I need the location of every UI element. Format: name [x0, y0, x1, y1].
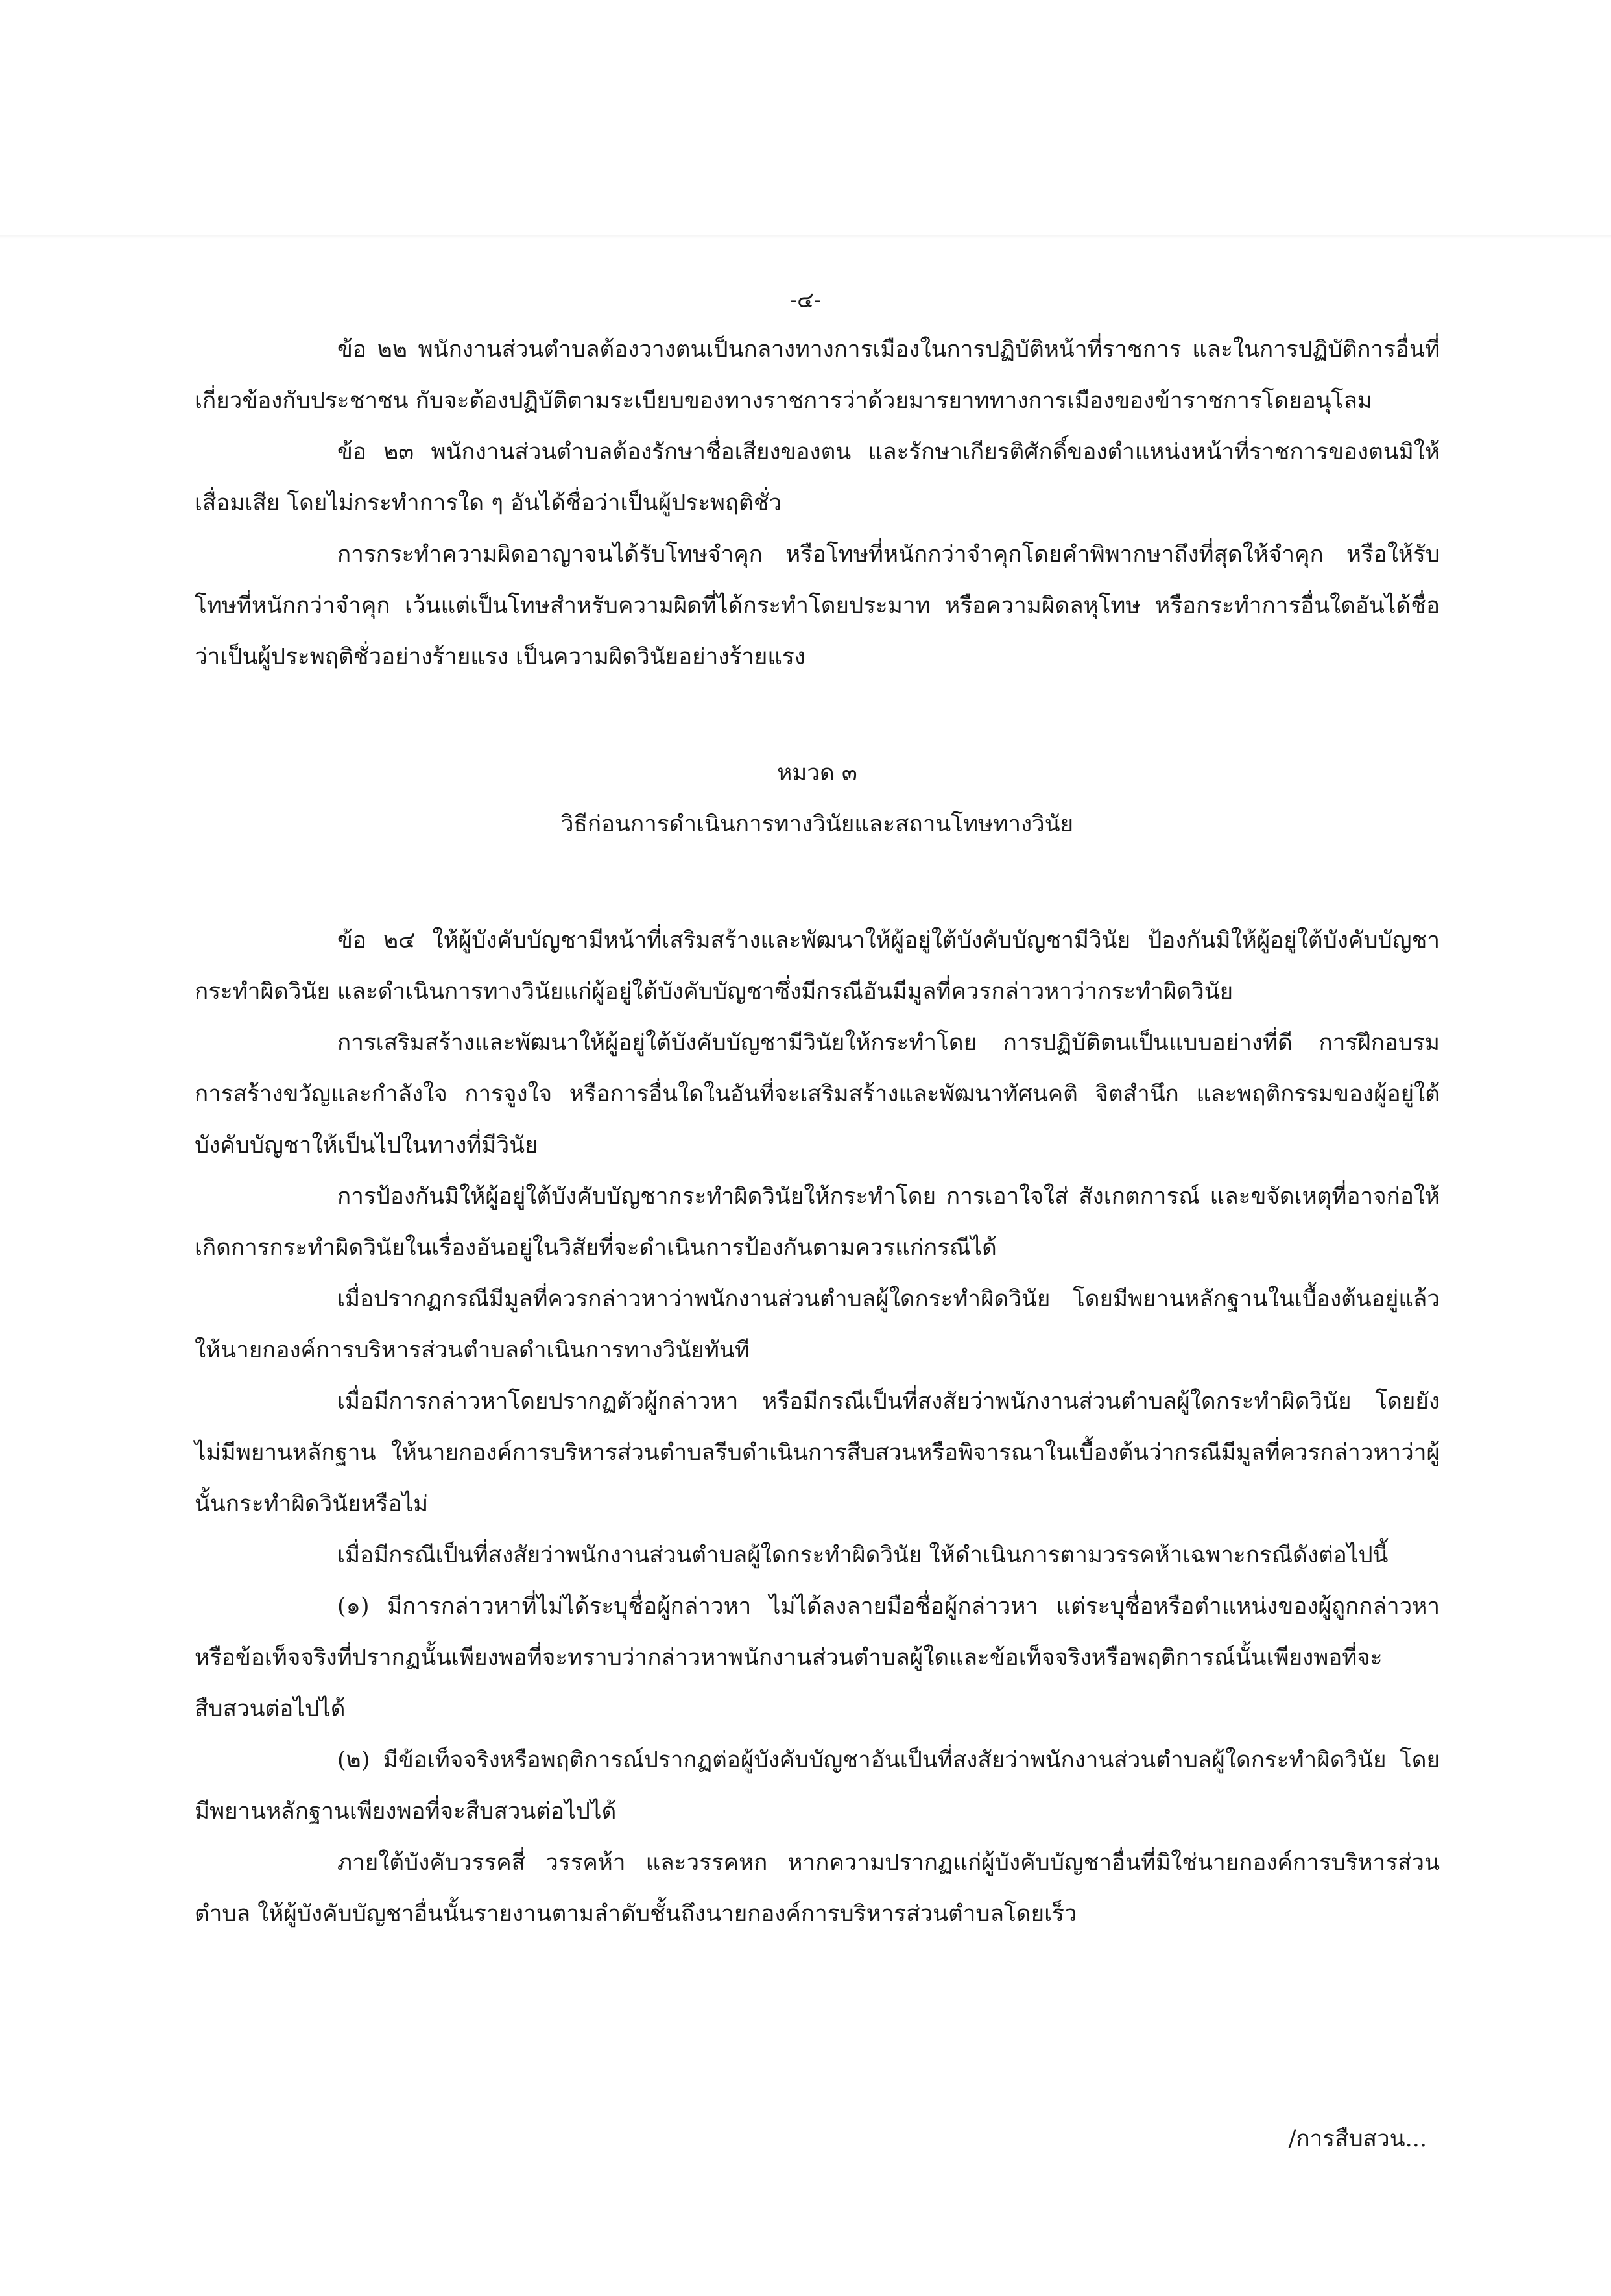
continuation-marker: /การสืบสวน... — [1288, 2126, 1427, 2152]
chapter-number: หมวด ๓ — [777, 760, 857, 786]
paragraph-suspicion: เมื่อมีกรณีเป็นที่สงสัยว่าพนักงานส่วนตำบลผู้ใดกระทำผิดวินัย ให้ดำเนินการตามวรรคห้าเฉพาะกรณีดังต่อไปนี้ — [337, 1542, 1389, 1568]
chapter-title: วิธีก่อนการดำเนินการทางวินัยและสถานโทษทางวินัย — [560, 811, 1074, 837]
paragraph-prevention: การป้องกันมิให้ผู้อยู่ใต้บังคับบัญชากระทำผิดวินัยให้กระทำโดย การเอาใจใส่ สังเกตการณ์ และขจัดเหตุที่อาจก่อให้เกิดการกระทำผิดวินัยในเรื่องอันอยู่ในวิสัยที่จะดำเนินการป้องกันตามควรแก่กรณีได้ — [195, 1184, 1440, 1261]
paragraph-article-22: ข้อ ๒๒ พนักงานส่วนตำบลต้องวางตนเป็นกลางทางการเมืองในการปฏิบัติหน้าที่ราชการ และในการปฏิบัติการอื่นที่เกี่ยวข้องกับประชาชน กับจะต้องปฏิบัติตามระเบียบของทางราชการว่าด้วยมารยาททางการเมืองของข้าราชการโดยอนุโลม — [195, 337, 1440, 414]
scan-edge — [0, 235, 1611, 239]
paragraph-immediate-action: เมื่อปรากฏกรณีมีมูลที่ควรกล่าวหาว่าพนักงานส่วนตำบลผู้ใดกระทำผิดวินัย โดยมีพยานหลักฐานในเบื้องต้นอยู่แล้ว ให้นายกองค์การบริหารส่วนตำบลดำเนินการทางวินัยทันที — [195, 1286, 1440, 1363]
paragraph-discipline-development: การเสริมสร้างและพัฒนาให้ผู้อยู่ใต้บังคับบัญชามีวินัยให้กระทำโดย การปฏิบัติตนเป็นแบบอย่างที่ดี การฝึกอบรม การสร้างขวัญและกำลังใจ การจูงใจ หรือการอื่นใดในอันที่จะเสริมสร้างและพัฒนาทัศนคติ จิตสำนึก และพฤติกรรมของผู้อยู่ใต้บังคับบัญชาให้เป็นไปในทางที่มีวินัย — [195, 1030, 1440, 1158]
paragraph-investigation: เมื่อมีการกล่าวหาโดยปรากฏตัวผู้กล่าวหา หรือมีกรณีเป็นที่สงสัยว่าพนักงานส่วนตำบลผู้ใดกระทำผิดวินัย โดยยังไม่มีพยานหลักฐาน ให้นายกองค์การบริหารส่วนตำบลรีบดำเนินการสืบสวนหรือพิจารณาในเบื้องต้นว่ากรณีมีมูลที่ควรกล่าวหาว่าผู้นั้นกระทำผิดวินัยหรือไม่ — [195, 1389, 1440, 1517]
document-body — [195, 324, 1440, 1940]
paragraph-article-23: ข้อ ๒๓ พนักงานส่วนตำบลต้องรักษาชื่อเสียงของตน และรักษาเกียรติศักดิ์ของตำแหน่งหน้าที่ราชการของตนมิให้เสื่อมเสีย โดยไม่กระทำการใด ๆ อันได้ชื่อว่าเป็นผู้ประพฤติชั่ว — [195, 439, 1440, 516]
page-number: -๔- — [789, 287, 822, 313]
paragraph-item-2: (๒) มีข้อเท็จจริงหรือพฤติการณ์ปรากฏต่อผู้บังคับบัญชาอันเป็นที่สงสัยว่าพนักงานส่วนตำบลผู้ใดกระทำผิดวินัย โดยมีพยานหลักฐานเพียงพอที่จะสืบสวนต่อไปได้ — [195, 1747, 1440, 1824]
paragraph-serious-misconduct: การกระทำความผิดอาญาจนได้รับโทษจำคุก หรือโทษที่หนักกว่าจำคุกโดยคำพิพากษาถึงที่สุดให้จำคุก หรือให้รับโทษที่หนักกว่าจำคุก เว้นแต่เป็นโทษสำหรับความผิดที่ได้กระทำโดยประมาท หรือความผิดลหุโทษ หรือกระทำการอื่นใดอันได้ชื่อว่าเป็นผู้ประพฤติชั่วอย่างร้ายแรง เป็นความผิดวินัยอย่างร้ายแรง — [195, 542, 1440, 670]
paragraph-item-1: (๑) มีการกล่าวหาที่ไม่ได้ระบุชื่อผู้กล่าวหา ไม่ได้ลงลายมือชื่อผู้กล่าวหา แต่ระบุชื่อหรือตำแหน่งของผู้ถูกกล่าวหา หรือข้อเท็จจริงที่ปรากฏนั้นเพียงพอที่จะทราบว่ากล่าวหาพนักงานส่วนตำบลผู้ใดและข้อเท็จจริงหรือพฤติการณ์นั้นเพียงพอที่จะสืบสวนต่อไปได้ — [195, 1594, 1440, 1722]
paragraph-article-24: ข้อ ๒๔ ให้ผู้บังคับบัญชามีหน้าที่เสริมสร้างและพัฒนาให้ผู้อยู่ใต้บังคับบัญชามีวินัย ป้องกันมิให้ผู้อยู่ใต้บังคับบัญชากระทำผิดวินัย และดำเนินการทางวินัยแก่ผู้อยู่ใต้บังคับบัญชาซึ่งมีกรณีอันมีมูลที่ควรกล่าวหาว่ากระทำผิดวินัย — [195, 927, 1440, 1005]
paragraph-reporting: ภายใต้บังคับวรรคสี่ วรรคห้า และวรรคหก หากความปรากฏแก่ผู้บังคับบัญชาอื่นที่มิใช่นายกองค์การบริหารส่วนตำบล ให้ผู้บังคับบัญชาอื่นนั้นรายงานตามลำดับชั้นถึงนายกองค์การบริหารส่วนตำบลโดยเร็ว — [195, 1850, 1440, 1927]
chapter-heading — [195, 748, 1440, 850]
